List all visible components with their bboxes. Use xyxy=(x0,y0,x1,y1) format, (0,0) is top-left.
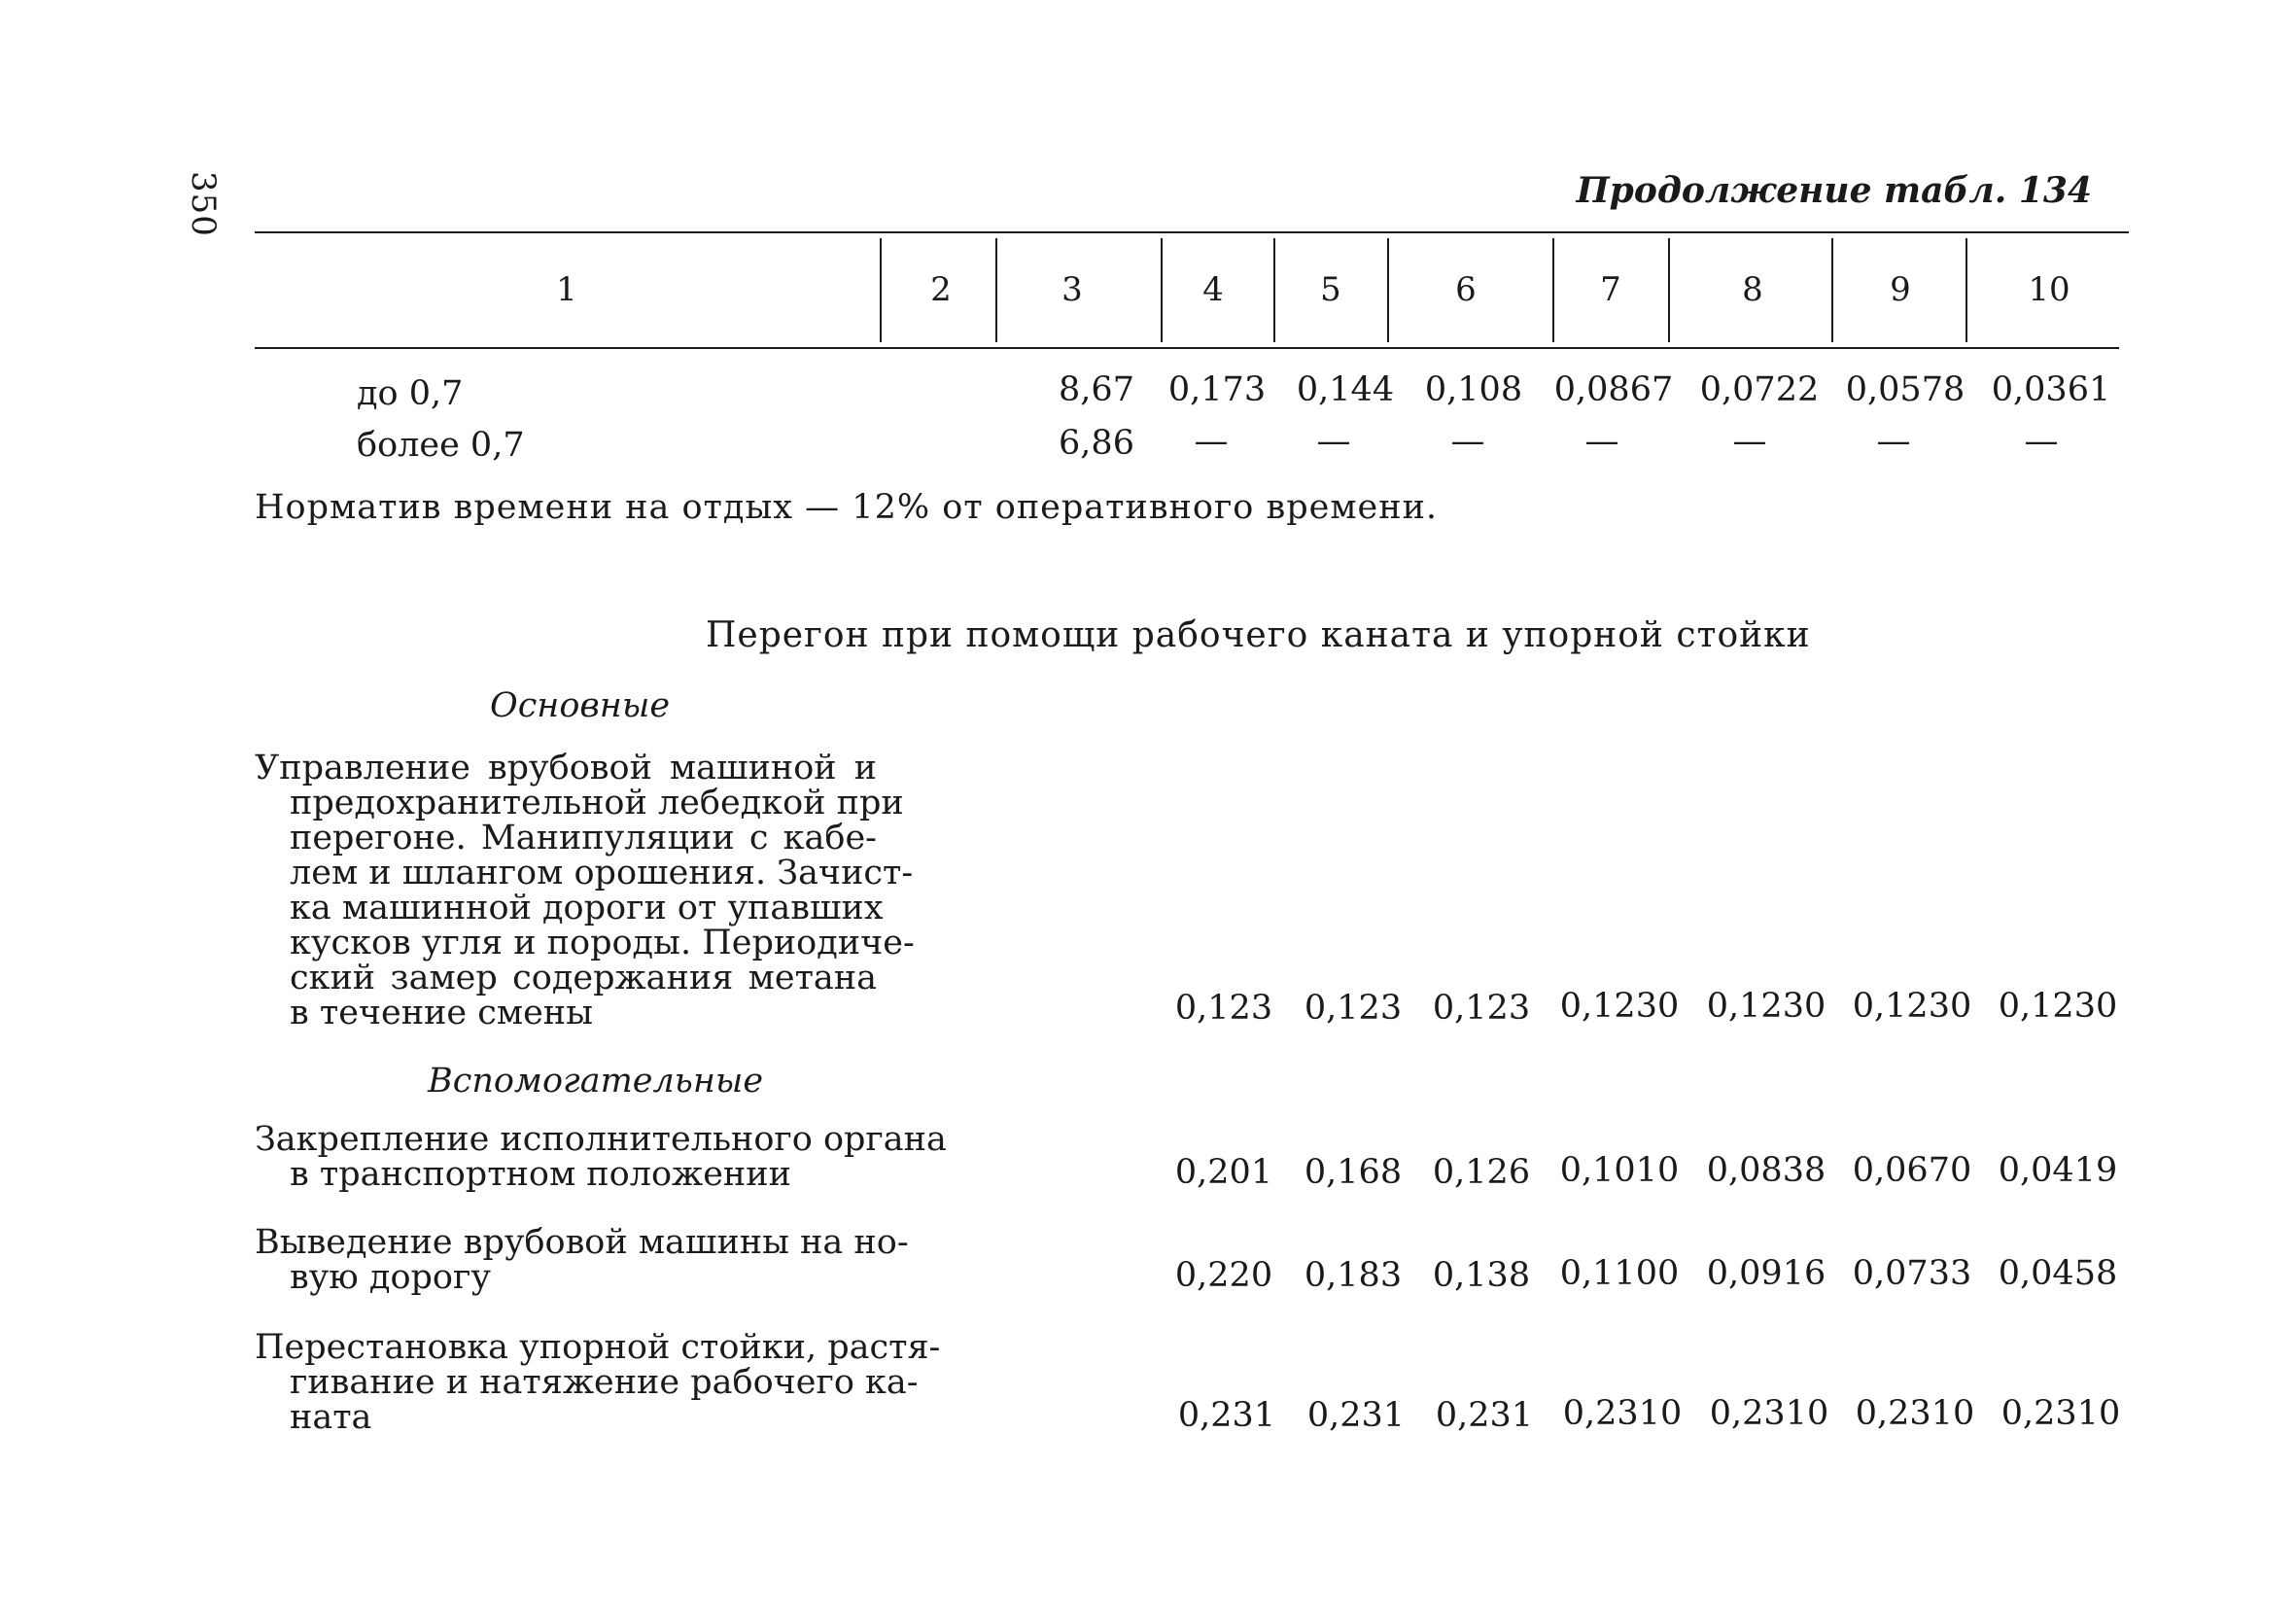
header-separator xyxy=(1552,238,1554,342)
table-cell: 0,123 xyxy=(1304,989,1403,1028)
table-cell: 0,0722 xyxy=(1699,370,1820,409)
header-separator xyxy=(1161,238,1163,342)
table-cell: — xyxy=(1584,422,1619,461)
header-separator xyxy=(1273,238,1275,342)
header-col-7: 7 xyxy=(1600,270,1621,309)
header-separator xyxy=(1966,238,1967,342)
table-top-rule xyxy=(255,231,2129,233)
header-col-4: 4 xyxy=(1202,270,1224,309)
table-cell: 0,138 xyxy=(1432,1256,1531,1295)
table-cell: 0,1010 xyxy=(1559,1151,1680,1190)
table-cell: — xyxy=(2024,422,2059,461)
row-label-over: более 0,7 xyxy=(357,426,525,465)
table-cell: 0,0419 xyxy=(1998,1151,2118,1190)
table-cell: 0,1230 xyxy=(1559,987,1680,1026)
table-cell: 0,1230 xyxy=(1706,987,1826,1026)
category-main: Основные xyxy=(490,686,671,725)
table-cell: — xyxy=(1732,422,1767,461)
table-cell: 0,2310 xyxy=(1562,1394,1683,1433)
table-cell: 0,201 xyxy=(1174,1153,1273,1192)
table-cell: 0,108 xyxy=(1424,370,1523,409)
row-label-upto: до 0,7 xyxy=(357,374,464,413)
header-col-10: 10 xyxy=(2028,270,2070,309)
table-cell: 0,123 xyxy=(1174,989,1273,1028)
table-cell: 0,231 xyxy=(1306,1396,1406,1435)
table-cell: 0,0916 xyxy=(1706,1254,1826,1293)
table-cell: 0,2310 xyxy=(1855,1394,1975,1433)
table-cell: 6,86 xyxy=(1059,424,1134,463)
table-cell: 0,231 xyxy=(1177,1396,1276,1435)
description-line: перегоне. Манипуляции с кабе- xyxy=(290,819,877,857)
description-line: ка машинной дороги от упавших xyxy=(290,889,884,927)
header-separator xyxy=(1831,238,1833,342)
table-cell: 8,67 xyxy=(1059,370,1134,409)
table-cell: 0,0361 xyxy=(1991,370,2111,409)
table-header-bottom-rule xyxy=(255,347,2119,349)
header-separator xyxy=(1387,238,1389,342)
table-cell: 0,123 xyxy=(1432,989,1531,1028)
description-line: лем и шлангом орошения. Зачист- xyxy=(290,854,914,892)
header-col-1: 1 xyxy=(556,270,577,309)
description-line: вую дорогу xyxy=(290,1258,491,1297)
table-cell: 0,1230 xyxy=(1998,987,2118,1026)
table-cell: 0,1100 xyxy=(1559,1254,1680,1293)
table-cell: 0,231 xyxy=(1435,1396,1534,1435)
description-line: предохранительной лебедкой при xyxy=(290,784,904,822)
header-col-6: 6 xyxy=(1455,270,1477,309)
table-cell: 0,126 xyxy=(1432,1153,1531,1192)
header-col-3: 3 xyxy=(1061,270,1083,309)
description-line: в транспортном положении xyxy=(290,1155,791,1194)
operation-description xyxy=(255,749,915,1032)
description-line: Закрепление исполнительного органа xyxy=(255,1120,947,1159)
table-cell: 0,0458 xyxy=(1998,1254,2118,1293)
description-line: Управление врубовой машиной и xyxy=(255,749,877,787)
table-cell: 0,0733 xyxy=(1852,1254,1972,1293)
table-cell: 0,0838 xyxy=(1706,1151,1826,1190)
category-auxiliary: Вспомогательные xyxy=(428,1062,764,1101)
table-cell: 0,144 xyxy=(1296,370,1395,409)
table-cell: 0,168 xyxy=(1304,1153,1403,1192)
header-separator xyxy=(995,238,997,342)
table-cell: 0,183 xyxy=(1304,1256,1403,1295)
header-col-2: 2 xyxy=(930,270,952,309)
table-cell: — xyxy=(1194,422,1229,461)
header-col-5: 5 xyxy=(1320,270,1341,309)
table-cell: 0,0670 xyxy=(1852,1151,1972,1190)
table-cell: — xyxy=(1450,422,1485,461)
operation-description xyxy=(255,1120,947,1194)
header-separator xyxy=(1668,238,1670,342)
table-cell: 0,173 xyxy=(1167,370,1267,409)
operation-description xyxy=(255,1223,909,1297)
table-cell: 0,0578 xyxy=(1845,370,1966,409)
description-line: ский замер содержания метана xyxy=(290,959,877,997)
header-col-9: 9 xyxy=(1890,270,1911,309)
description-line: ната xyxy=(290,1398,372,1437)
header-col-8: 8 xyxy=(1742,270,1763,309)
table-cell: 0,220 xyxy=(1174,1256,1273,1295)
description-line: в течение смены xyxy=(290,994,593,1032)
description-line: Выведение врубовой машины на но- xyxy=(255,1223,909,1262)
description-line: гивание и натяжение рабочего ка- xyxy=(290,1363,919,1402)
operation-description xyxy=(255,1328,941,1437)
description-line: кусков угля и породы. Периодиче- xyxy=(290,924,915,962)
table-cell: 0,2310 xyxy=(2000,1394,2121,1433)
header-separator xyxy=(880,238,882,342)
continuation-title: Продолжение табл. 134 xyxy=(1576,170,2092,211)
description-line: Перестановка упорной стойки, растя- xyxy=(255,1328,941,1367)
table-cell: 0,2310 xyxy=(1709,1394,1829,1433)
rest-time-note: Норматив времени на отдых — 12% от оперативного времени. xyxy=(255,488,1439,527)
table-cell: — xyxy=(1316,422,1351,461)
table-cell: — xyxy=(1876,422,1911,461)
page-number: 350 xyxy=(183,171,223,237)
section-title: Перегон при помощи рабочего каната и упорной стойки xyxy=(706,615,1811,655)
table-cell: 0,1230 xyxy=(1852,987,1972,1026)
table-cell: 0,0867 xyxy=(1553,370,1674,409)
